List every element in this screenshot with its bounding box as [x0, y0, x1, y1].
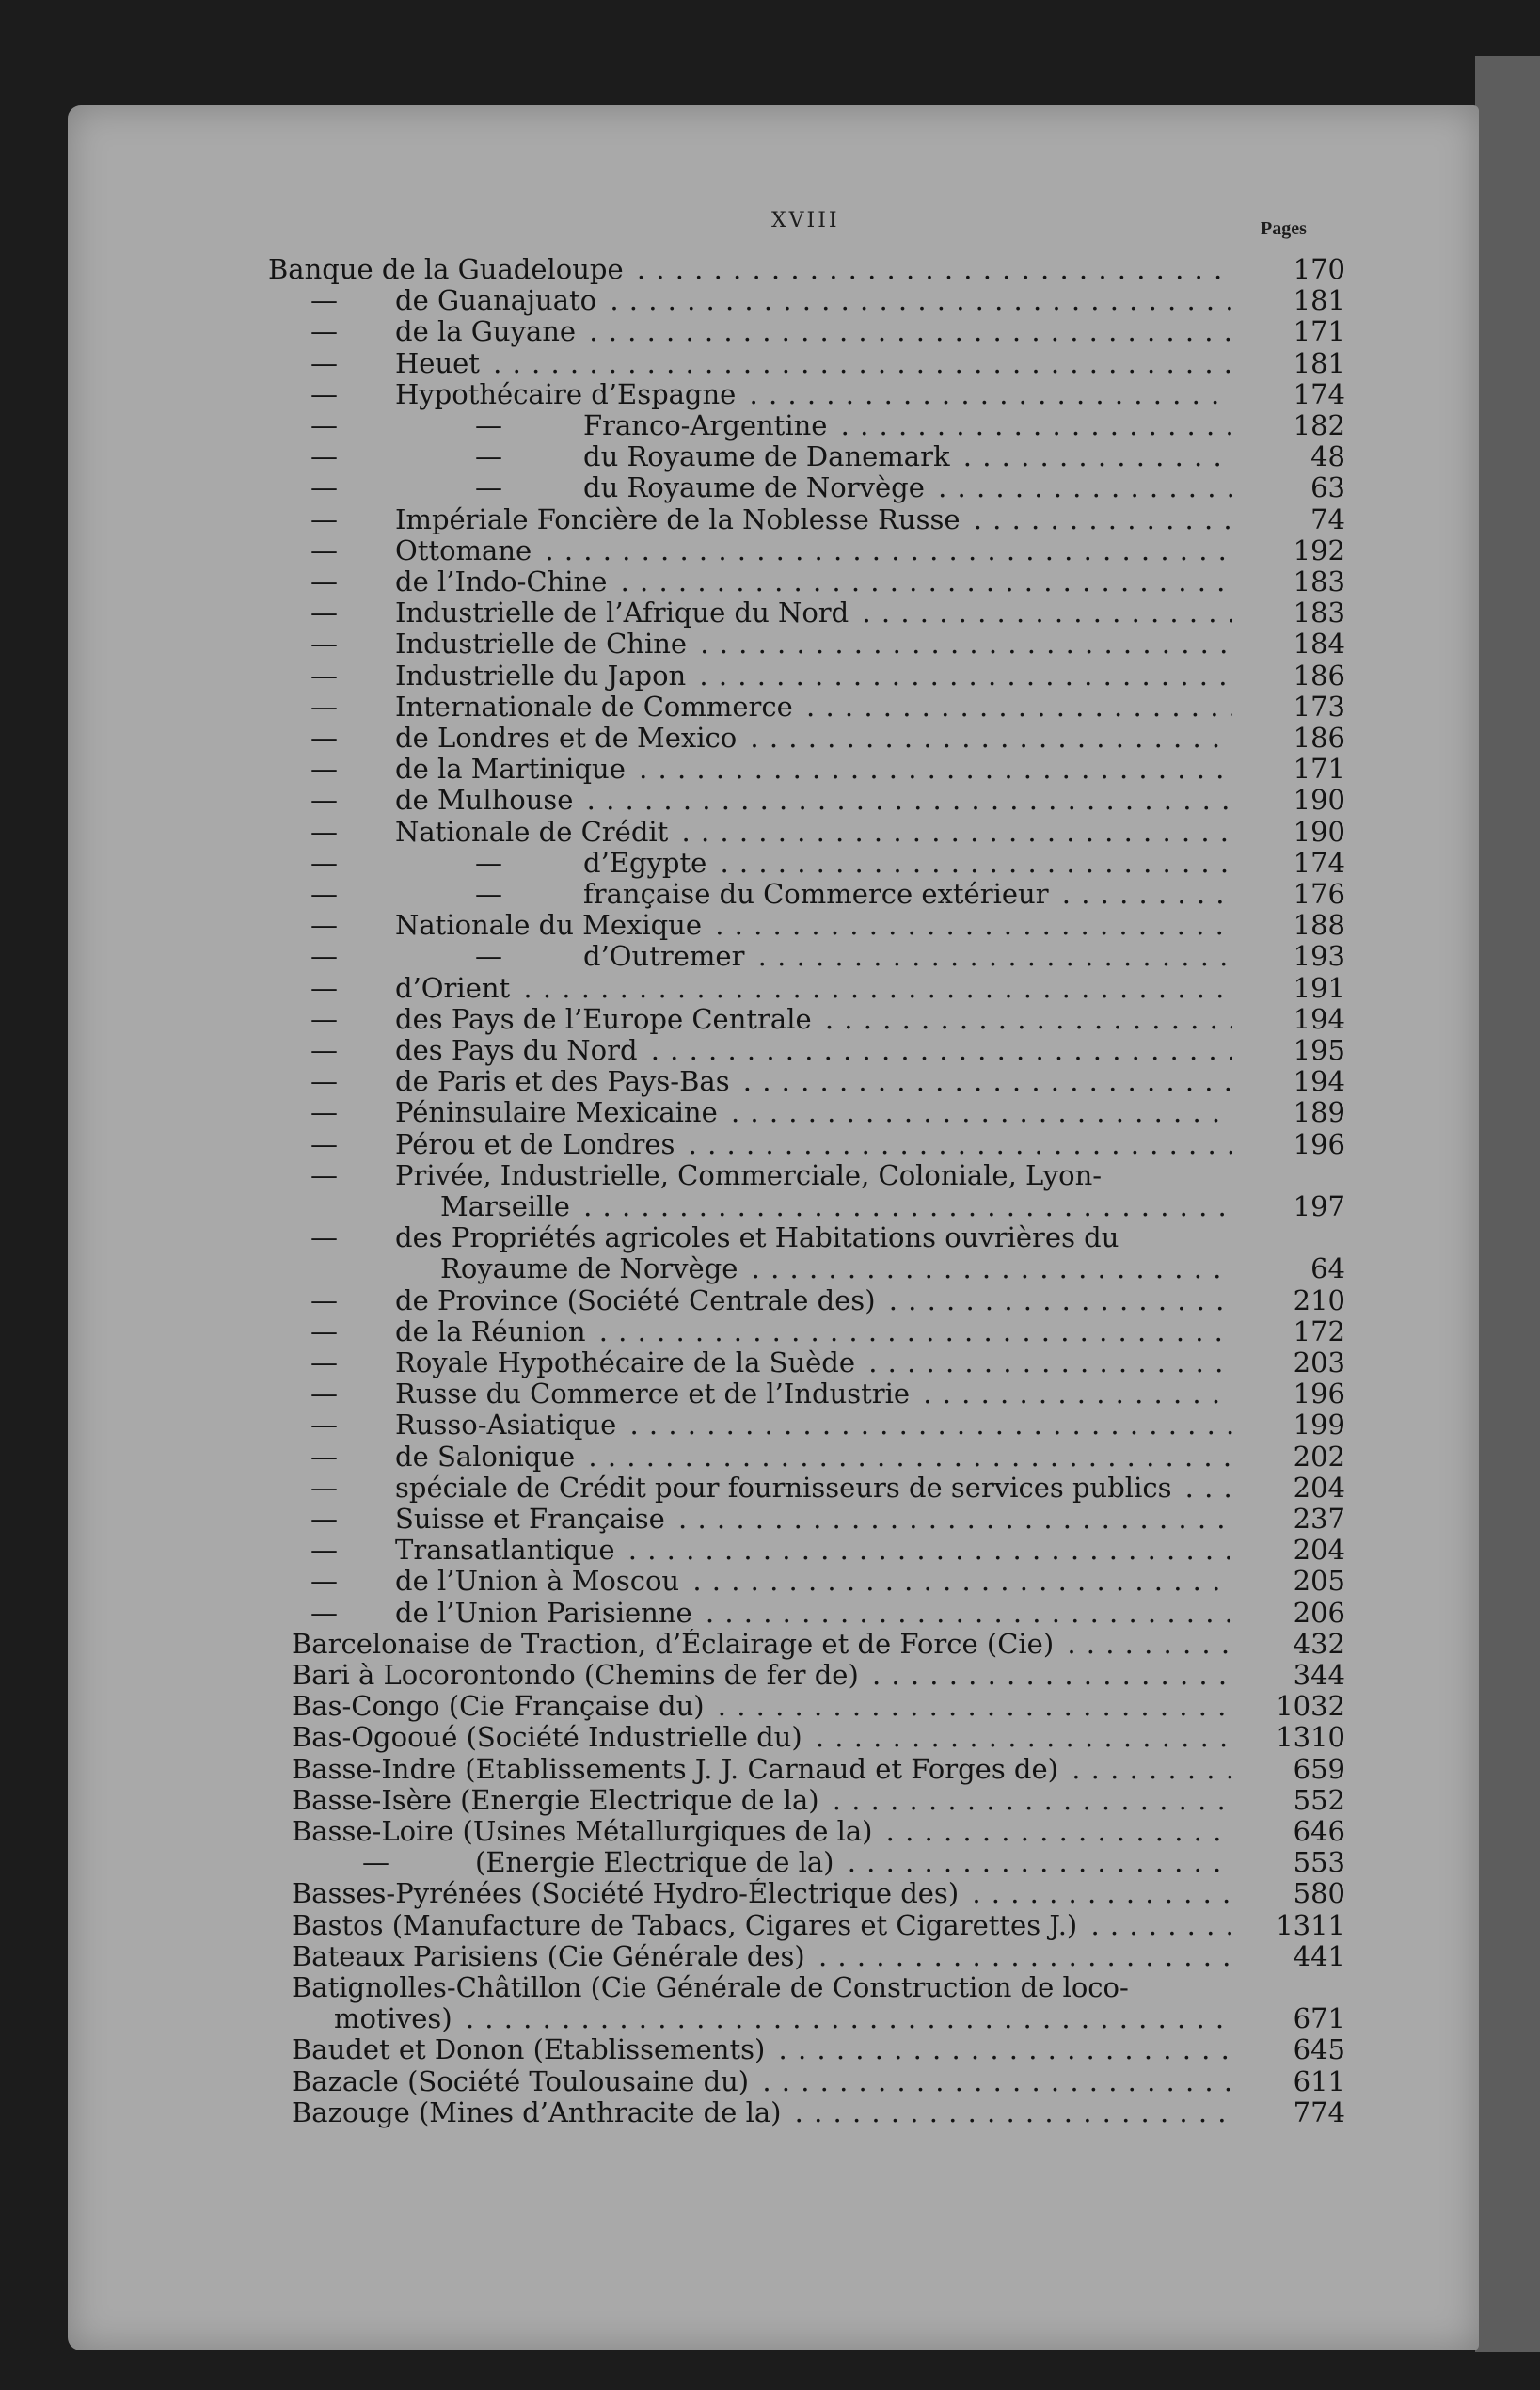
entry-page-number: 189 — [1293, 1096, 1345, 1129]
index-entry — [0, 754, 1540, 785]
entry-label: Russe du Commerce et de l’Industrie — [395, 1378, 911, 1410]
index-entry — [0, 1066, 1540, 1097]
entry-label: Marseille — [440, 1191, 570, 1222]
index-entry — [0, 692, 1540, 723]
entry-label: d’Egypte — [583, 847, 707, 879]
ditto-dash: — — [310, 471, 338, 504]
index-entry — [0, 723, 1540, 754]
entry-title — [440, 1253, 1232, 1284]
entry-label: des Pays du Nord — [395, 1035, 638, 1066]
entry-page-number: 174 — [1293, 846, 1345, 879]
ditto-subdash: — — [475, 471, 502, 504]
ditto-dash: — — [310, 1127, 338, 1160]
entry-label: de l’Union Parisienne — [395, 1597, 692, 1629]
index-entry — [0, 817, 1540, 848]
entry-label: Privée, Industrielle, Commerciale, Coloniale, Lyon- — [395, 1159, 1103, 1191]
index-entry — [0, 1222, 1540, 1253]
index-entry — [0, 348, 1540, 379]
entry-page-number: 204 — [1293, 1471, 1345, 1504]
entry-title — [395, 504, 1232, 535]
entry-label: Impériale Foncière de la Noblesse Russe — [395, 503, 961, 535]
index-entry — [0, 1129, 1540, 1160]
entry-label: des Pays de l’Europe Centrale — [395, 1003, 812, 1035]
entry-label: Transatlantique — [395, 1535, 615, 1567]
entry-label: de Londres et de Mexico — [395, 723, 738, 754]
entry-label: Royaume de Norvège — [440, 1253, 738, 1285]
entry-page-number: 192 — [1293, 534, 1345, 566]
entry-page-number: 171 — [1293, 753, 1345, 786]
page-number: XVIII — [771, 209, 840, 232]
index-entry — [0, 2097, 1540, 2128]
index-entry — [0, 910, 1540, 941]
entry-page-number: 170 — [1293, 253, 1345, 285]
index-entry — [0, 1160, 1540, 1191]
entry-label: Barcelonaise de Traction, d’Éclairage et de Force (Cie) — [292, 1628, 1055, 1660]
entry-title — [395, 535, 1232, 566]
entry-label: Suisse et Française — [395, 1504, 665, 1535]
index-entry — [0, 535, 1540, 566]
entry-title — [292, 1816, 1232, 1847]
entry-title — [395, 1378, 1232, 1410]
entry-page-number: 671 — [1293, 2002, 1345, 2035]
entry-label: d’Orient — [395, 972, 511, 1004]
entry-label: Basse-Indre (Etablissements J. J. Carnaud et Forges de) — [292, 1753, 1058, 1785]
ditto-subdash: — — [475, 409, 502, 441]
entry-title — [395, 1066, 1232, 1097]
entry-page-number: 173 — [1293, 690, 1345, 723]
ditto-dash: — — [310, 878, 338, 910]
entry-title — [395, 1160, 1232, 1191]
ditto-dash: — — [310, 1596, 338, 1629]
ditto-dash: — — [310, 377, 338, 410]
index-entry — [0, 1847, 1540, 1878]
entry-page-number: 237 — [1293, 1503, 1345, 1535]
entry-label: Bas-Congo (Cie Française du) — [292, 1691, 705, 1723]
entry-label: Industrielle du Japon — [395, 660, 687, 692]
entry-title — [583, 879, 1232, 910]
index-entry — [0, 848, 1540, 879]
entry-label: spéciale de Crédit pour fournisseurs de services publics — [395, 1472, 1172, 1504]
index-entry — [0, 1097, 1540, 1128]
entry-page-number: 63 — [1310, 471, 1345, 504]
entry-page-number: 210 — [1293, 1283, 1345, 1316]
ditto-dash: — — [310, 1283, 338, 1316]
entry-label: de l’Indo-Chine — [395, 566, 608, 598]
entry-page-number: 183 — [1293, 597, 1345, 629]
entry-label: Baudet et Donon (Etablissements) — [292, 2034, 766, 2066]
index-entry — [0, 1004, 1540, 1035]
index-entry — [0, 441, 1540, 472]
ditto-dash: — — [310, 1503, 338, 1535]
index-entry — [0, 1285, 1540, 1316]
entry-page-number: 196 — [1293, 1127, 1345, 1160]
entry-page-number: 659 — [1293, 1752, 1345, 1785]
entry-title — [395, 629, 1232, 660]
entry-page-number: 580 — [1293, 1877, 1345, 1910]
entry-page-number: 181 — [1293, 346, 1345, 379]
index-entry — [0, 1691, 1540, 1722]
index-entry — [0, 941, 1540, 972]
entry-label: Batignolles-Châtillon (Cie Générale de Construction de loco- — [292, 1972, 1129, 2003]
entry-page-number: 176 — [1293, 878, 1345, 910]
ditto-dash: — — [310, 1346, 338, 1378]
entry-title — [395, 661, 1232, 692]
ditto-dash: — — [310, 784, 338, 817]
ditto-dash: — — [310, 846, 338, 879]
entry-page-number: 174 — [1293, 377, 1345, 410]
entry-title — [583, 441, 1232, 472]
entry-label: Basse-Isère (Energie Electrique de la) — [292, 1784, 819, 1816]
index-entry — [0, 410, 1540, 441]
index-entry — [0, 566, 1540, 598]
entry-label: Basse-Loire (Usines Métallurgiques de la) — [292, 1816, 873, 1847]
entry-title — [334, 2003, 1232, 2034]
entry-label: Russo-Asiatique — [395, 1410, 617, 1442]
entry-page-number: 645 — [1293, 2033, 1345, 2066]
entry-page-number: 611 — [1293, 2064, 1345, 2097]
entry-page-number: 183 — [1293, 566, 1345, 598]
entry-page-number: 553 — [1293, 1846, 1345, 1879]
entry-page-number: 441 — [1293, 1939, 1345, 1972]
entry-label: Péninsulaire Mexicaine — [395, 1097, 718, 1129]
index-entry — [0, 1785, 1540, 1816]
entry-label: du Royaume de Norvège — [583, 472, 925, 504]
index-entry — [0, 661, 1540, 692]
entry-label: Nationale de Crédit — [395, 816, 669, 848]
entry-title — [395, 1442, 1232, 1473]
index-entry — [0, 1535, 1540, 1566]
entry-label: Bazacle (Société Toulousaine du) — [292, 2065, 750, 2097]
entry-label: Bateaux Parisiens (Cie Générale des) — [292, 1940, 805, 1972]
entry-title — [395, 1598, 1232, 1629]
entry-title — [292, 1754, 1232, 1785]
ditto-dash: — — [310, 502, 338, 535]
entry-label: Bastos (Manufacture de Tabacs, Cigares et Cigarettes J.) — [292, 1909, 1078, 1941]
index-entry — [0, 1722, 1540, 1753]
entry-title — [292, 1910, 1232, 1941]
index-entry — [0, 379, 1540, 410]
entry-label: Hypothécaire d’Espagne — [395, 378, 737, 410]
entry-label: de Province (Société Centrale des) — [395, 1284, 876, 1316]
index-entry — [0, 973, 1540, 1004]
index-entry — [0, 1504, 1540, 1535]
entry-label: de Salonique — [395, 1441, 576, 1473]
index-entry — [0, 1660, 1540, 1691]
entry-page-number: 199 — [1293, 1409, 1345, 1442]
entry-page-number: 206 — [1293, 1596, 1345, 1629]
index-entry — [0, 285, 1540, 316]
ditto-dash: — — [310, 1065, 338, 1098]
index-entry — [0, 1191, 1540, 1222]
index-entry — [0, 2003, 1540, 2034]
entry-label: de la Guyane — [395, 316, 577, 348]
entry-label: de l’Union à Moscou — [395, 1566, 680, 1598]
entry-title — [395, 566, 1232, 598]
ditto-dash: — — [310, 909, 338, 942]
entry-label: de Guanajuato — [395, 285, 597, 317]
entry-title — [395, 1004, 1232, 1035]
index-entry — [0, 1598, 1540, 1629]
entry-page-number: 184 — [1293, 628, 1345, 661]
entry-page-number: 646 — [1293, 1815, 1345, 1847]
entry-page-number: 197 — [1293, 1190, 1345, 1222]
entry-page-number: 204 — [1293, 1534, 1345, 1567]
entry-title — [395, 1316, 1232, 1347]
entry-title — [292, 1785, 1232, 1816]
entry-title — [292, 1972, 1232, 2003]
index-entry — [0, 1941, 1540, 1972]
index-entry — [0, 879, 1540, 910]
entry-page-number: 1032 — [1276, 1690, 1345, 1723]
ditto-dash: — — [310, 1440, 338, 1473]
entry-title — [583, 410, 1232, 441]
index-entry — [0, 1816, 1540, 1847]
entry-page-number: 191 — [1293, 971, 1345, 1004]
index-entry — [0, 785, 1540, 816]
entry-title — [583, 472, 1232, 503]
entry-page-number: 186 — [1293, 659, 1345, 692]
index-entry — [0, 1910, 1540, 1941]
index-entry — [0, 1878, 1540, 1909]
entry-page-number: 432 — [1293, 1627, 1345, 1660]
entry-title — [395, 1129, 1232, 1160]
entry-title — [395, 285, 1232, 316]
ditto-subdash: — — [475, 940, 502, 973]
entry-label: de Mulhouse — [395, 785, 574, 817]
entry-label: Nationale du Mexique — [395, 910, 703, 942]
entry-label: de Paris et des Pays-Bas — [395, 1066, 730, 1098]
ditto-dash: — — [310, 1378, 338, 1410]
index-entry — [0, 1316, 1540, 1347]
ditto-dash: — — [310, 440, 338, 473]
ditto-subdash: — — [475, 846, 502, 879]
entry-title — [292, 1878, 1232, 1909]
index-entry — [0, 1347, 1540, 1378]
entry-page-number: 182 — [1293, 409, 1345, 441]
page-header — [0, 209, 1540, 247]
ditto-dash: — — [310, 597, 338, 629]
entry-label: d’Outremer — [583, 941, 745, 973]
entry-title — [292, 1691, 1232, 1722]
entry-title — [395, 1504, 1232, 1535]
ditto-dash: — — [310, 284, 338, 317]
index-entry — [0, 1972, 1540, 2003]
index-entry — [0, 504, 1540, 535]
entry-title — [395, 973, 1232, 1004]
entry-title — [395, 1473, 1232, 1504]
entry-label: française du Commerce extérieur — [583, 879, 1049, 910]
entry-page-number: 196 — [1293, 1378, 1345, 1410]
ditto-dash: — — [362, 1846, 389, 1879]
entry-label: de la Réunion — [395, 1315, 586, 1347]
entry-page-number: 774 — [1293, 2095, 1345, 2128]
entry-page-number: 344 — [1293, 1659, 1345, 1691]
ditto-dash: — — [310, 1471, 338, 1504]
entry-label: des Propriétés agricoles et Habitations ouvrières du — [395, 1222, 1119, 1254]
entry-page-number: 64 — [1310, 1252, 1345, 1285]
ditto-dash: — — [310, 566, 338, 598]
ditto-dash: — — [310, 1314, 338, 1347]
ditto-subdash: — — [475, 878, 502, 910]
entry-title — [292, 1941, 1232, 1972]
ditto-dash: — — [310, 971, 338, 1004]
ditto-dash: — — [310, 940, 338, 973]
entry-page-number: 188 — [1293, 909, 1345, 942]
entry-page-number: 1311 — [1276, 1908, 1345, 1941]
entry-title — [395, 723, 1232, 754]
ditto-dash: — — [310, 409, 338, 441]
index-entry — [0, 316, 1540, 347]
entry-title — [440, 1191, 1232, 1222]
entry-title — [268, 254, 1232, 285]
entry-title — [292, 1660, 1232, 1691]
entry-label: Basses-Pyrénées (Société Hydro-Électrique des) — [292, 1878, 960, 1910]
ditto-dash: — — [310, 815, 338, 848]
index-entry — [0, 629, 1540, 660]
entry-page-number: 190 — [1293, 784, 1345, 817]
entry-title — [395, 1566, 1232, 1597]
entry-title — [395, 316, 1232, 347]
entry-title — [395, 379, 1232, 410]
entry-page-number: 74 — [1310, 502, 1345, 535]
ditto-dash: — — [310, 1534, 338, 1567]
ditto-dash: — — [310, 346, 338, 379]
entry-page-number: 203 — [1293, 1346, 1345, 1378]
entry-label: Bazouge (Mines d’Anthracite de la) — [292, 2096, 782, 2128]
entry-label: Royale Hypothécaire de la Suède — [395, 1347, 856, 1378]
index-entry — [0, 1629, 1540, 1660]
entry-title — [583, 941, 1232, 972]
entry-page-number: 202 — [1293, 1440, 1345, 1473]
index-entry — [0, 472, 1540, 503]
ditto-dash: — — [310, 690, 338, 723]
entry-label: Industrielle de l’Afrique du Nord — [395, 598, 849, 629]
entry-label: motives) — [334, 2003, 452, 2035]
index-entry — [0, 1473, 1540, 1504]
entry-title — [395, 754, 1232, 785]
index-entry — [0, 254, 1540, 285]
entry-title — [395, 1097, 1232, 1128]
entry-title — [395, 1535, 1232, 1566]
index-entry — [0, 2034, 1540, 2065]
index-entry — [0, 1566, 1540, 1597]
entry-page-number: 205 — [1293, 1565, 1345, 1598]
ditto-dash: — — [310, 1565, 338, 1598]
index-entry — [0, 1378, 1540, 1410]
entry-page-number: 194 — [1293, 1002, 1345, 1035]
entry-title — [395, 817, 1232, 848]
ditto-dash: — — [310, 1002, 338, 1035]
entry-title — [395, 1285, 1232, 1316]
entry-page-number: 186 — [1293, 722, 1345, 754]
ditto-dash: — — [310, 659, 338, 692]
index-entry — [0, 1253, 1540, 1284]
entry-page-number: 193 — [1293, 940, 1345, 973]
entry-title — [395, 692, 1232, 723]
entry-label: de la Martinique — [395, 754, 626, 786]
entry-title — [292, 2097, 1232, 2128]
entry-label: Industrielle de Chine — [395, 629, 688, 661]
index-entry — [0, 598, 1540, 629]
entry-title — [292, 1722, 1232, 1753]
entry-title — [395, 910, 1232, 941]
ditto-dash: — — [310, 753, 338, 786]
pages-column-label: Pages — [1261, 218, 1307, 239]
entry-title — [395, 1222, 1232, 1253]
entry-title — [395, 785, 1232, 816]
entry-label: Bas-Ogooué (Société Industrielle du) — [292, 1722, 802, 1754]
entry-label: Bari à Locorontondo (Chemins de fer de) — [292, 1660, 859, 1691]
entry-page-number: 195 — [1293, 1034, 1345, 1066]
ditto-subdash: — — [475, 440, 502, 473]
ditto-dash: — — [310, 628, 338, 661]
ditto-dash: — — [310, 1158, 338, 1191]
entry-title — [583, 848, 1232, 879]
entry-page-number: 181 — [1293, 284, 1345, 317]
ditto-dash: — — [310, 534, 338, 566]
entry-label: Heuet — [395, 347, 480, 379]
entry-title — [292, 1629, 1232, 1660]
ditto-dash: — — [310, 1409, 338, 1442]
entry-page-number: 171 — [1293, 315, 1345, 348]
entry-title — [395, 1347, 1232, 1378]
entry-title — [292, 2066, 1232, 2097]
entry-label: Ottomane — [395, 534, 532, 566]
entry-title — [395, 598, 1232, 629]
entry-page-number: 1310 — [1276, 1721, 1345, 1754]
entry-title — [395, 348, 1232, 379]
entry-label: (Energie Electrique de la) — [475, 1847, 834, 1879]
entry-label: Franco-Argentine — [583, 410, 828, 441]
ditto-dash: — — [310, 1034, 338, 1066]
entry-title — [292, 2034, 1232, 2065]
ditto-dash: — — [310, 722, 338, 754]
entry-title — [475, 1847, 1232, 1878]
index-entry — [0, 2066, 1540, 2097]
entry-page-number: 194 — [1293, 1065, 1345, 1098]
entry-page-number: 552 — [1293, 1783, 1345, 1816]
entry-label: Pérou et de Londres — [395, 1128, 675, 1160]
entry-page-number: 172 — [1293, 1314, 1345, 1347]
ditto-dash: — — [310, 1096, 338, 1129]
index-entry — [0, 1754, 1540, 1785]
ditto-dash: — — [310, 315, 338, 348]
index-entry — [0, 1442, 1540, 1473]
entry-label: Internationale de Commerce — [395, 691, 793, 723]
entry-page-number: 190 — [1293, 815, 1345, 848]
ditto-dash: — — [310, 1221, 338, 1254]
index-entry — [0, 1035, 1540, 1066]
index-entry — [0, 1410, 1540, 1441]
entry-page-number: 48 — [1310, 440, 1345, 473]
entry-title — [395, 1410, 1232, 1441]
entry-label: Banque de la Guadeloupe — [268, 254, 624, 285]
entry-label: du Royaume de Danemark — [583, 441, 950, 473]
entry-title — [395, 1035, 1232, 1066]
